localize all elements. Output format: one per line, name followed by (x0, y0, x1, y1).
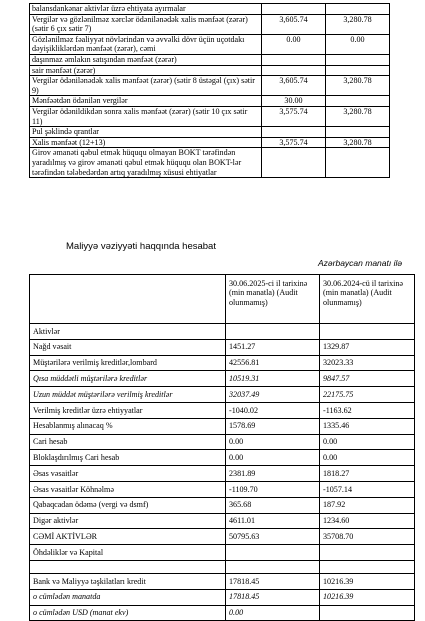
income-row-label: Xalis mənfəət (12+13) (30, 137, 262, 148)
balance-row-value-2025 (226, 545, 320, 561)
balance-row (30, 355, 415, 371)
balance-row-value-2025: 32037.49 (226, 387, 320, 403)
income-row-label: Pul şəklində qrantlar (30, 127, 262, 138)
balance-row-label: Qısa müddətli müştərilərə kreditlər (30, 371, 226, 387)
income-row-value-2025 (262, 127, 326, 138)
balance-row (30, 560, 415, 573)
income-row-value-2025: 3,575.74 (262, 137, 326, 148)
income-row-label: balansdankənar aktivlər üzrə ehtiyata ayırmalar (30, 4, 262, 15)
income-row-value-2025: 0.00 (262, 34, 326, 54)
income-statement-table (29, 3, 390, 178)
income-row-value-2024: 3,280.78 (326, 137, 390, 148)
balance-row (30, 402, 415, 418)
balance-sheet-table (29, 274, 415, 621)
header-period-2025: 30.06.2025-ci il tarixinə (min manatla) (Audit olunmamış) (226, 275, 320, 324)
balance-row (30, 371, 415, 387)
balance-row-value-2024: 10216.39 (320, 573, 415, 589)
balance-row-value-2024: 1234.60 (320, 513, 415, 529)
income-row-value-2025 (262, 148, 326, 178)
income-row (30, 148, 390, 178)
balance-row-value-2024: 10216.39 (320, 589, 415, 605)
balance-row-label: Aktivlər (30, 324, 226, 340)
balance-row-value-2025: 365.68 (226, 497, 320, 513)
balance-row-value-2024: 0.00 (320, 450, 415, 466)
balance-row-value-2025: 42556.81 (226, 355, 320, 371)
income-row-value-2024 (326, 4, 390, 15)
balance-row-value-2024: 35708.70 (320, 529, 415, 545)
income-row-value-2024 (326, 127, 390, 138)
balance-row (30, 450, 415, 466)
balance-row-value-2025: 0.00 (226, 434, 320, 450)
income-row-label: daşınmaz əmlakın satışından mənfəət (zərər) (30, 54, 262, 65)
balance-row-value-2024: 0.00 (320, 434, 415, 450)
balance-row-value-2025: 1578.69 (226, 418, 320, 434)
income-row-value-2025 (262, 54, 326, 65)
balance-row-label: Uzun müddət müştərilərə verilmiş kreditlər (30, 387, 226, 403)
balance-row (30, 497, 415, 513)
income-row-value-2025 (262, 4, 326, 15)
balance-row-label: Verilmiş kreditlər üzrə ehtiyyatlar (30, 402, 226, 418)
income-row (30, 34, 390, 54)
balance-row-label: Qabaqcadan ödəmə (vergi və dsmf) (30, 497, 226, 513)
income-row-label: Vergilər ödənildikdən sonra xalis mənfəət (zərər) (sətir 10 çıx sətir 11) (30, 106, 262, 126)
income-row-label: Mənfəətdən ödənilən vergilər (30, 96, 262, 107)
balance-row-label: Əsas vəsaitlər (30, 466, 226, 482)
header-empty-cell (30, 275, 226, 324)
balance-row (30, 605, 415, 621)
balance-row-value-2024 (320, 324, 415, 340)
balance-header-row (30, 275, 415, 324)
income-row-value-2025: 3,575.74 (262, 106, 326, 126)
income-row-value-2025: 3,605.74 (262, 14, 326, 34)
balance-row-value-2024: 1335.46 (320, 418, 415, 434)
balance-row (30, 434, 415, 450)
income-row (30, 65, 390, 76)
balance-row-label: Əsas vəsaitlər Köhnəlmə (30, 481, 226, 497)
income-row (30, 106, 390, 126)
balance-row-label: Müştərilərə verilmiş kreditlər,lombard (30, 355, 226, 371)
income-row (30, 76, 390, 96)
balance-row-value-2025: 0.00 (226, 450, 320, 466)
balance-row-value-2024 (320, 605, 415, 621)
balance-row-value-2025: 0.00 (226, 605, 320, 621)
income-row-value-2024: 3,280.78 (326, 106, 390, 126)
balance-row-value-2025: 17818.45 (226, 589, 320, 605)
income-row (30, 127, 390, 138)
income-row-value-2024: 3,280.78 (326, 76, 390, 96)
income-row-label: Vergilər və gözlənilməz xərclər ödənilənədək xalis mənfəət (zərər) (sətir 6 çıx sətir 7) (30, 14, 262, 34)
balance-row-value-2024: 1818.27 (320, 466, 415, 482)
balance-row (30, 545, 415, 561)
income-row (30, 14, 390, 34)
income-row-value-2024 (326, 96, 390, 107)
balance-row-value-2024: -1163.62 (320, 402, 415, 418)
income-row-value-2025 (262, 65, 326, 76)
income-statement-body (30, 4, 390, 178)
balance-row (30, 418, 415, 434)
balance-row-value-2025: 1451.27 (226, 339, 320, 355)
income-row (30, 137, 390, 148)
balance-row-value-2024 (320, 560, 415, 573)
income-row-label: sair mənfəət (zərər) (30, 65, 262, 76)
balance-row-label: Bank və Maliyyə təşkilatları kredit (30, 573, 226, 589)
balance-row-label: Hesablanmış alınacaq % (30, 418, 226, 434)
income-row (30, 4, 390, 15)
balance-row-value-2025 (226, 324, 320, 340)
balance-sheet-body (30, 275, 415, 621)
income-row-value-2025: 3,605.74 (262, 76, 326, 96)
balance-row-label: Digər aktivlər (30, 513, 226, 529)
page-title: Maliyyə vəziyyəti haqqında hesabat (66, 241, 216, 252)
income-row-label: Vergilər ödənilənədək xalis mənfəət (zərər) (sətir 8 üstəgəl (çıx) sətir 9) (30, 76, 262, 96)
income-row-label: Gözlənilməz fəaliyyət növlərindən və əvvəlki dövr üçün uçotdakı dəyişikliklərdən mənfəət (zərər), cəmi (30, 34, 262, 54)
balance-row-value-2025: 4611.01 (226, 513, 320, 529)
balance-row-label: Nağd vəsait (30, 339, 226, 355)
balance-row (30, 529, 415, 545)
balance-row (30, 513, 415, 529)
balance-row-value-2024: 22175.75 (320, 387, 415, 403)
balance-row-value-2024: 1329.87 (320, 339, 415, 355)
currency-note: Azərbaycan manatı ilə (318, 258, 403, 268)
balance-row (30, 481, 415, 497)
income-row-label: Girov əmanəti qəbul etmək hüququ olmayan BOKT tərəfindən yaradılmış və girov əmanəti qəbul etmək hüququ olan BOKT-lər tərəfindən tələbedərdən artıq yaradılmış xüsusi ehtiyatlar (30, 148, 262, 178)
balance-row-value-2024 (320, 545, 415, 561)
balance-row-value-2025: 17818.45 (226, 573, 320, 589)
balance-row-label: o cümlədən manatda (30, 589, 226, 605)
balance-row-value-2025: -1040.02 (226, 402, 320, 418)
balance-row (30, 589, 415, 605)
income-row-value-2024: 3,280.78 (326, 14, 390, 34)
balance-row-value-2024: -1057.14 (320, 481, 415, 497)
income-row (30, 54, 390, 65)
balance-row-value-2025: -1109.70 (226, 481, 320, 497)
balance-row-value-2025: 10519.31 (226, 371, 320, 387)
balance-row-value-2024: 187.92 (320, 497, 415, 513)
balance-row (30, 573, 415, 589)
income-row-value-2024: 0.00 (326, 34, 390, 54)
balance-row-label: Öhdəliklər və Kapital (30, 545, 226, 561)
income-row (30, 96, 390, 107)
balance-row-value-2025: 2381.89 (226, 466, 320, 482)
balance-row-label: Bloklaşdırılmış Cari hesab (30, 450, 226, 466)
income-row-value-2024 (326, 54, 390, 65)
balance-row-value-2024: 32023.33 (320, 355, 415, 371)
balance-row (30, 324, 415, 340)
balance-row-label: Cari hesab (30, 434, 226, 450)
income-row-value-2024 (326, 65, 390, 76)
balance-row-label: o cümlədən USD (manat ekv) (30, 605, 226, 621)
balance-row-label (30, 560, 226, 573)
header-period-2024: 30.06.2024-cü il tarixinə (min manatla) (Audit olunmamış) (320, 275, 415, 324)
income-row-value-2025: 30.00 (262, 96, 326, 107)
income-row-value-2024 (326, 148, 390, 178)
balance-row (30, 466, 415, 482)
balance-row-value-2025: 50795.63 (226, 529, 320, 545)
balance-row (30, 339, 415, 355)
balance-row-value-2025 (226, 560, 320, 573)
balance-row (30, 387, 415, 403)
balance-row-label: CƏMİ AKTİVLƏR (30, 529, 226, 545)
balance-row-value-2024: 9847.57 (320, 371, 415, 387)
